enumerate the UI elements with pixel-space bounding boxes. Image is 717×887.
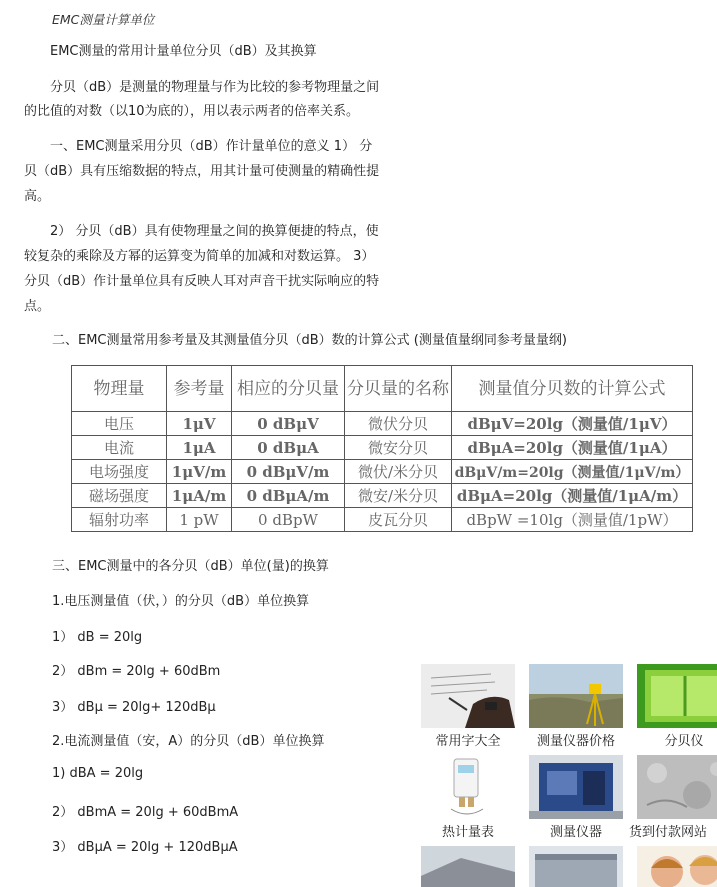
header-cell: 参考量 <box>167 366 232 412</box>
thumbnail-partial[interactable] <box>421 846 515 887</box>
formula-line: 3） dBμA = 20lg + 120dBμA <box>52 840 238 855</box>
section-heading-conversions: 三、EMC测量中的各分贝（dB）单位(量)的换算 <box>52 559 329 574</box>
table-header-row <box>72 366 693 412</box>
table-cell: 电压 <box>72 412 167 436</box>
table-cell: 0 dBμA <box>232 436 345 460</box>
text-line: 一、EMC测量采用分贝（dB）作计量单位的意义 1） 分 <box>50 139 373 154</box>
table-cell: 1μA/m <box>167 484 232 508</box>
db-reference-table <box>71 365 693 532</box>
header-cell: 物理量 <box>72 366 167 412</box>
header-cell: 分贝量的名称 <box>345 366 452 412</box>
table-row <box>72 484 693 508</box>
table-cell: 0 dBμA/m <box>232 484 345 508</box>
writing-hand-thumb[interactable] <box>421 664 515 728</box>
tripod-instrument-thumb[interactable] <box>529 664 623 728</box>
table-cell: 电流 <box>72 436 167 460</box>
text-line: 较复杂的乘除及方幂的运算变为简单的加减和对数运算。 3） <box>24 249 375 264</box>
table-cell: 磁场强度 <box>72 484 167 508</box>
table-cell: dBμA=20lg（测量值/1μA/m） <box>452 484 693 508</box>
text-line: 的比值的对数（以10为底的），用以表示两者的倍率关系。 <box>24 104 360 119</box>
table-cell: 1μV <box>167 412 232 436</box>
formula-line: 2） dBmA = 20lg + 60dBmA <box>52 805 239 820</box>
related-item-label[interactable]: 常用字大全 <box>435 734 501 749</box>
formula-line: 1) dBA = 20lg <box>52 766 144 781</box>
text-line: 贝（dB）具有压缩数据的特点，用其计量可使测量的精确性提 <box>24 164 380 179</box>
green-window-thumb[interactable] <box>637 664 717 728</box>
table-cell: 1μV/m <box>167 460 232 484</box>
table-row <box>72 460 693 484</box>
table-cell: dBμA=20lg（测量值/1μA） <box>452 436 693 460</box>
voltage-heading: 1.电压测量值（伏，）的分贝（dB）单位换算 <box>52 594 310 609</box>
related-searches-panel <box>408 656 717 887</box>
table-cell: 微伏/米分贝 <box>345 460 452 484</box>
table-cell: dBpW =10lg（测量值/1pW） <box>452 508 693 532</box>
related-item-label[interactable]: 货到付款网站 <box>629 825 708 840</box>
table-row <box>72 508 693 532</box>
header-cell: 相应的分贝量 <box>232 366 345 412</box>
current-heading: 2.电流测量值（安，A）的分贝（dB）单位换算 <box>52 734 325 749</box>
table-cell: dBμV=20lg（测量值/1μV） <box>452 412 693 436</box>
table-cell: 皮瓦分贝 <box>345 508 452 532</box>
section-heading-formulas: 二、EMC测量常用参考量及其测量值分贝（dB）数的计算公式 (测量值量纲同参考量量纲) <box>52 333 567 348</box>
table-cell: 微伏分贝 <box>345 412 452 436</box>
text-line: 2） 分贝（dB）具有使物理量之间的换算便捷的特点，使 <box>50 224 379 239</box>
related-item-label[interactable]: 测量仪器价格 <box>536 734 615 749</box>
related-item-label[interactable]: 热计量表 <box>441 825 494 840</box>
thumbnail-partial[interactable] <box>529 846 623 887</box>
table-cell: 微安分贝 <box>345 436 452 460</box>
table-cell: 微安/米分贝 <box>345 484 452 508</box>
formula-line: 1） dB = 20lg <box>52 630 143 645</box>
text-line: 分贝（dB）作计量单位具有反映人耳对声音干扰实际响应的特 <box>24 274 380 289</box>
machine-thumb[interactable] <box>529 755 623 819</box>
table-cell: 0 dBμV <box>232 412 345 436</box>
gray-texture-thumb[interactable] <box>637 755 717 819</box>
table-cell: 1 pW <box>167 508 232 532</box>
table-cell: 0 dBpW <box>232 508 345 532</box>
table-cell: 1μA <box>167 436 232 460</box>
formula-line: 3） dBμ = 20lg+ 120dBμ <box>52 700 216 715</box>
header-cell: 测量值分贝数的计算公式 <box>452 366 693 412</box>
table-cell: dBμV/m=20lg（测量值/1μV/m） <box>452 460 693 484</box>
related-item-label[interactable]: 测量仪器 <box>549 825 602 840</box>
text-line: 分贝（dB）是测量的物理量与作为比较的参考物理量之间 <box>50 80 380 95</box>
related-item-label[interactable]: 分贝仪 <box>664 734 704 749</box>
table-row <box>72 436 693 460</box>
heat-meter-thumb[interactable] <box>421 755 515 819</box>
text-line: 点。 <box>24 299 51 314</box>
thumbnail-partial[interactable] <box>637 846 717 887</box>
table-cell: 电场强度 <box>72 460 167 484</box>
article-subtitle: EMC测量的常用计量单位分贝（dB）及其换算 <box>50 44 317 59</box>
table-cell: 辐射功率 <box>72 508 167 532</box>
formula-line: 2） dBm = 20lg + 60dBm <box>52 664 221 679</box>
text-line: 高。 <box>24 189 51 204</box>
table-cell: 0 dBμV/m <box>232 460 345 484</box>
table-row <box>72 412 693 436</box>
article-title: EMC测量计算单位 <box>52 12 155 27</box>
